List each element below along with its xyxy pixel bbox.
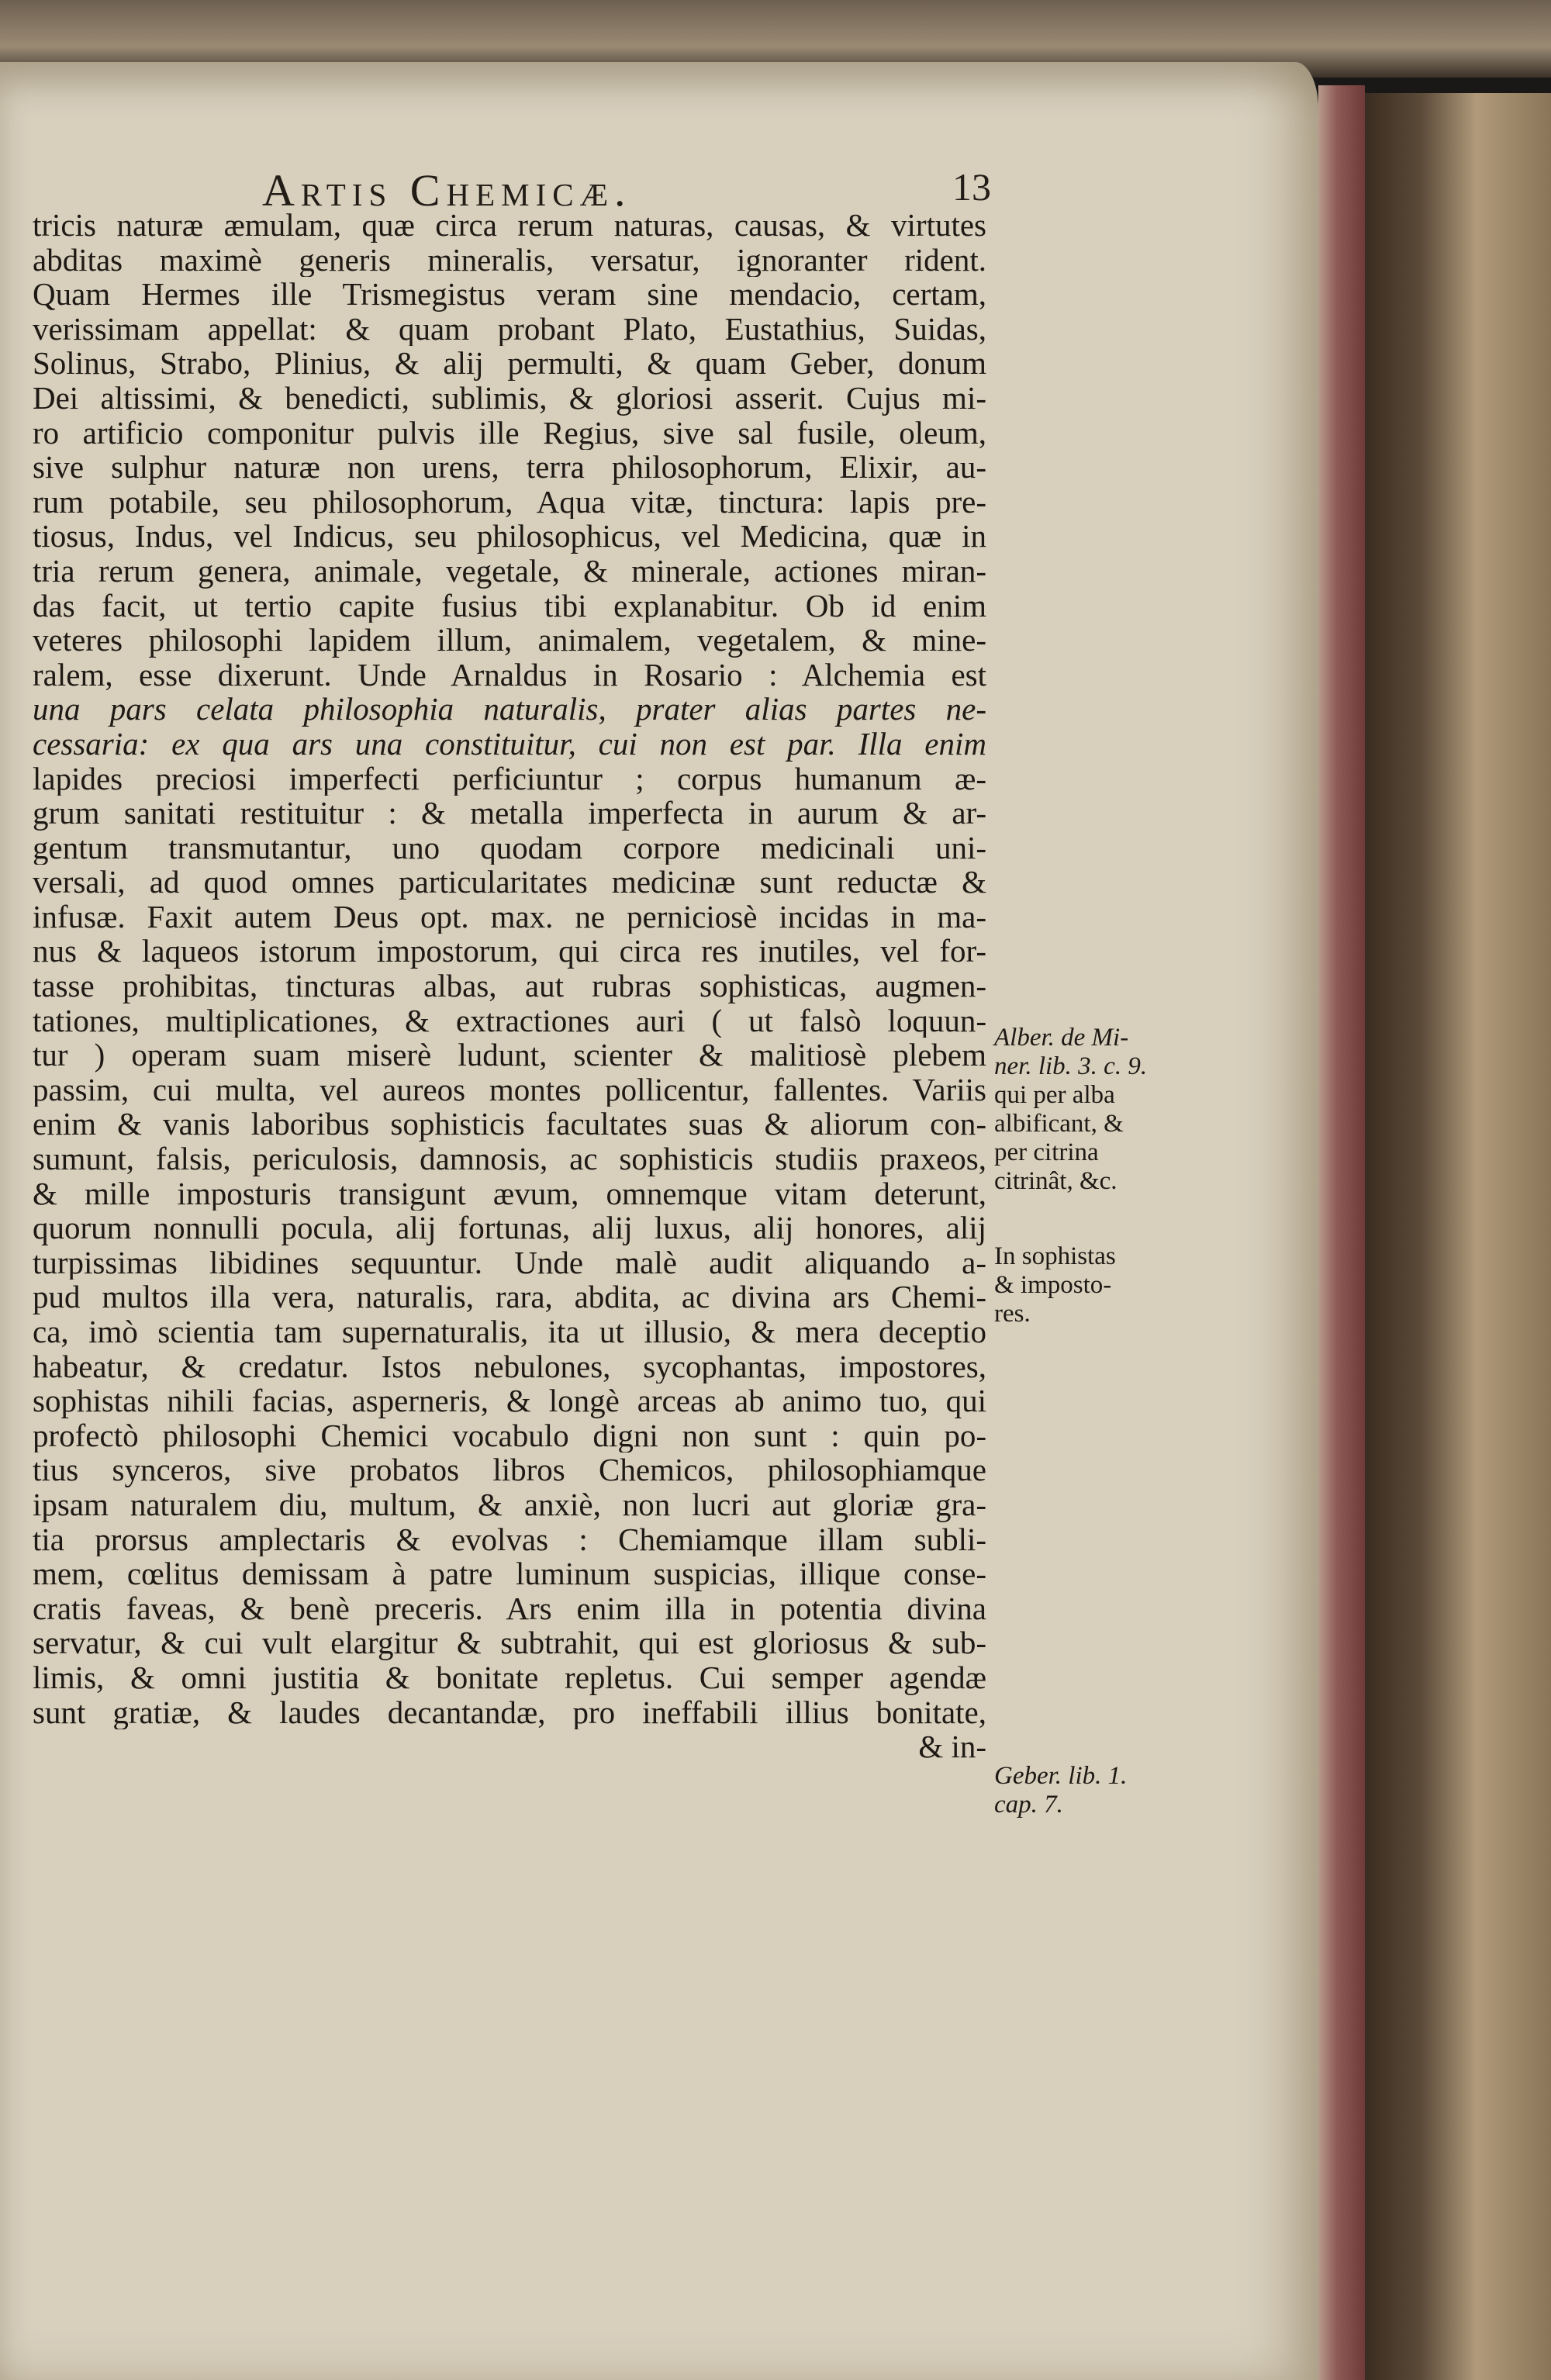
text-line: grum sanitati restituitur : & metalla imperfecta in aurum & ar-	[33, 796, 986, 831]
text-line: turpissimas libidines sequuntur. Unde malè audit aliquando a-	[33, 1245, 986, 1280]
text-line: lapides preciosi imperfecti perficiuntur ; corpus humanum æ-	[33, 761, 986, 796]
text-line: abditas maximè generis mineralis, versatur, ignoranter rident.	[33, 242, 986, 278]
margin-note-line: res.	[994, 1300, 1031, 1328]
text-line: infusæ. Faxit autem Deus opt. max. ne perniciosè incidas in ma-	[33, 899, 986, 934]
text-line: servatur, & cui vult elargitur & subtrahit, qui est gloriosus & sub-	[33, 1625, 986, 1660]
margin-note-line: albificant, &	[994, 1110, 1124, 1138]
text-line: Dei altissimi, & benedicti, sublimis, & gloriosi asserit. Cujus mi-	[33, 380, 986, 416]
book-cover-edge	[1365, 93, 1551, 2380]
margin-note-line: Geber. lib. 1.	[994, 1762, 1128, 1790]
text-line: tur ) operam suam miserè ludunt, scienter & malitiosè plebem	[33, 1038, 986, 1073]
text-line: & mille imposturis transigunt ævum, omnemque vitam deterunt,	[33, 1176, 986, 1211]
body-text	[33, 208, 986, 1764]
text-line: quorum nonnulli pocula, alij fortunas, alij luxus, alij honores, alij	[33, 1211, 986, 1245]
margin-note-line: qui per alba	[994, 1081, 1115, 1109]
text-line: verissimam appellat: & quam probant Plato, Eustathius, Suidas,	[33, 311, 986, 347]
text-line: pud multos illa vera, naturalis, rara, abdita, ac divina ars Chemi-	[33, 1280, 986, 1314]
text-line: Solinus, Strabo, Plinius, & alij permulti, & quam Geber, donum	[33, 346, 986, 381]
text-line: das facit, ut tertio capite fusius tibi explanabitur. Ob id enim	[33, 588, 986, 623]
margin-note-line: cap. 7.	[994, 1791, 1063, 1819]
text-line: passim, cui multa, vel aureos montes pollicentur, fallentes. Variis	[33, 1072, 986, 1107]
running-title: Artis Chemicæ.	[262, 165, 632, 216]
text-line: mem, cœlitus demissam à patre luminum suspicias, illique conse-	[33, 1556, 986, 1591]
text-line: sunt gratiæ, & laudes decantandæ, pro ineffabili illius bonitate,	[33, 1694, 986, 1730]
text-line: tria rerum genera, animale, vegetale, & minerale, actiones miran-	[33, 553, 986, 589]
text-line: veteres philosophi lapidem illum, animalem, vegetalem, & mine-	[33, 623, 986, 658]
text-line: enim & vanis laboribus sophisticis facultates suas & aliorum con-	[33, 1107, 986, 1142]
text-line: & in-	[918, 1729, 986, 1764]
text-line: rum potabile, seu philosophorum, Aqua vitæ, tinctura: lapis pre-	[33, 484, 986, 520]
text-line: profectò philosophi Chemici vocabulo digni non sunt : quin po-	[33, 1418, 986, 1453]
page-edge-red	[1318, 85, 1365, 2380]
text-line: ro artificio componitur pulvis ille Regius, sive sal fusile, oleum,	[33, 415, 986, 451]
text-line: ipsam naturalem diu, multum, & anxiè, non lucri aut gloriæ gra-	[33, 1487, 986, 1522]
margin-note-line: & imposto-	[994, 1271, 1112, 1299]
margin-note-sophistas	[994, 1242, 1196, 1328]
text-line: tationes, multiplicationes, & extractiones auri ( ut falsò loquun-	[33, 1003, 986, 1038]
text-line: sive sulphur naturæ non urens, terra philosophorum, Elixir, au-	[33, 450, 986, 485]
margin-note-alber	[994, 1024, 1196, 1196]
text-line: tricis naturæ æmulam, quæ circa rerum naturas, causas, & virtutes	[33, 208, 986, 243]
text-line: ca, imò scientia tam supernaturalis, ita ut illusio, & mera deceptio	[33, 1314, 986, 1349]
text-line: tiosus, Indus, vel Indicus, seu philosophicus, vel Medicina, quæ in	[33, 519, 986, 554]
margin-note-line: ner. lib. 3. c. 9.	[994, 1052, 1148, 1080]
text-line: una pars celata philosophia naturalis, prater alias partes ne-	[33, 692, 986, 727]
margin-note-line: In sophistas	[994, 1242, 1116, 1270]
text-line: tius synceros, sive probatos libros Chemicos, philosophiamque	[33, 1453, 986, 1487]
text-line: nus & laqueos istorum impostorum, qui circa res inutiles, vel for-	[33, 934, 986, 969]
page-number: 13	[952, 165, 991, 209]
text-line: versali, ad quod omnes particularitates medicinæ sunt reductæ &	[33, 865, 986, 900]
margin-note-line: Alber. de Mi-	[994, 1024, 1129, 1052]
text-line: gentum transmutantur, uno quodam corpore medicinali uni-	[33, 830, 986, 865]
margin-note-geber	[994, 1762, 1196, 1819]
text-line: Quam Hermes ille Trismegistus veram sine mendacio, certam,	[33, 277, 986, 312]
text-line: habeatur, & credatur. Istos nebulones, sycophantas, impostores,	[33, 1349, 986, 1384]
margin-note-line: per citrina	[994, 1138, 1099, 1166]
text-line: tia prorsus amplectaris & evolvas : Chemiamque illam subli-	[33, 1522, 986, 1557]
text-line: cratis faveas, & benè preceris. Ars enim illa in potentia divina	[33, 1591, 986, 1626]
text-line: ralem, esse dixerunt. Unde Arnaldus in Rosario : Alchemia est	[33, 657, 986, 693]
text-line: tasse prohibitas, tincturas albas, aut rubras sophisticas, augmen-	[33, 969, 986, 1003]
text-line: sophistas nihili facias, asperneris, & longè arceas ab animo tuo, qui	[33, 1383, 986, 1418]
margin-note-line: citrinât, &c.	[994, 1167, 1117, 1195]
text-line: limis, & omni justitia & bonitate repletus. Cui semper agendæ	[33, 1660, 986, 1695]
text-line: cessaria: ex qua ars una constituitur, cui non est par. Illa enim	[33, 726, 986, 762]
text-line: sumunt, falsis, periculosis, damnosis, ac sophisticis studiis praxeos,	[33, 1142, 986, 1176]
